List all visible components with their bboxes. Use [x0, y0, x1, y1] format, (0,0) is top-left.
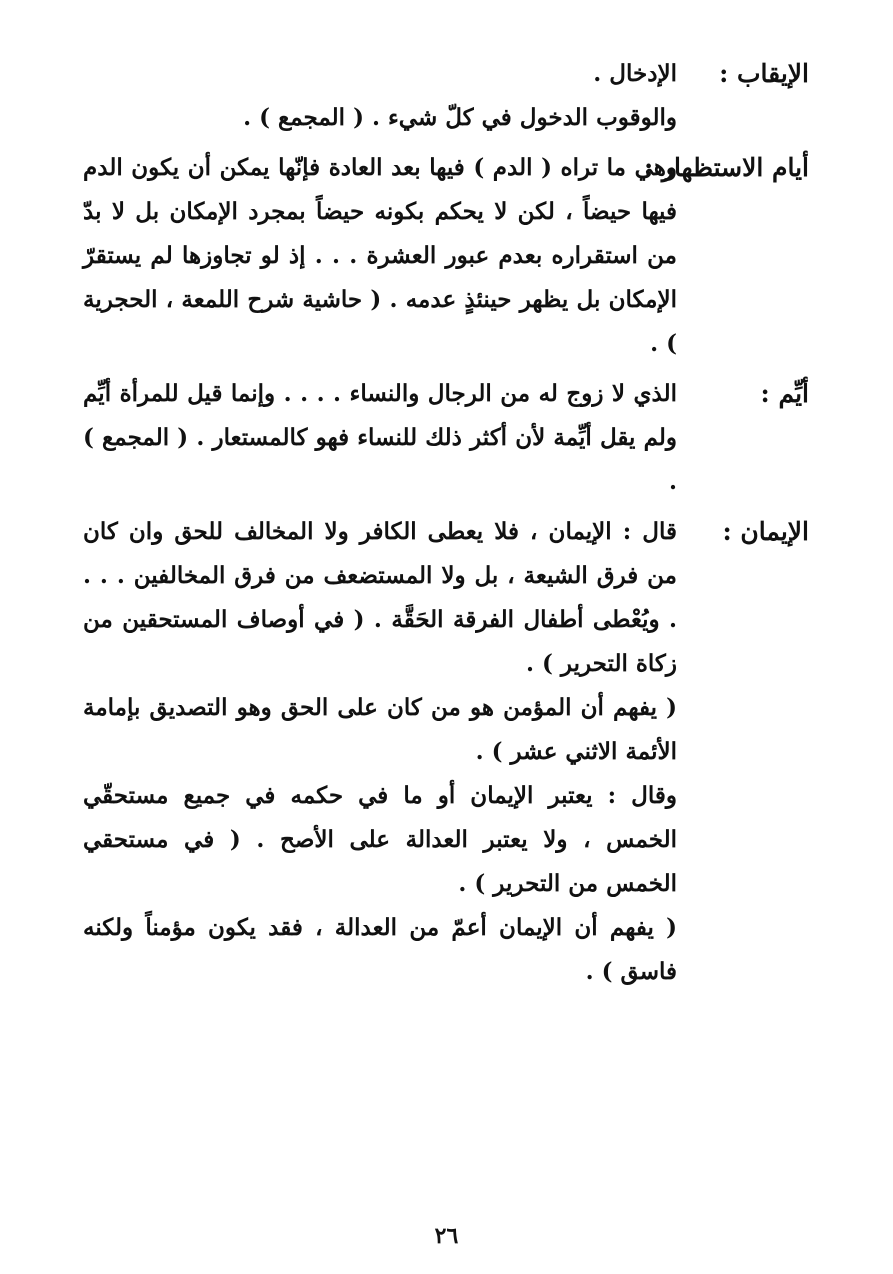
entry-ayyam-istizhar	[83, 146, 809, 366]
definition-paragraph: ( يفهم أن المؤمن هو من كان على الحق وهو التصديق بإمامة الأئمة الاثني عشر ) .	[83, 694, 677, 765]
definition-paragraph: ( يفهم أن الإيمان أعمّ من العدالة ، فقد يكون مؤمناً ولكنه فاسق ) .	[83, 914, 677, 985]
entry-term: أيِّم :	[760, 379, 809, 408]
entry-definition	[83, 146, 677, 366]
entry-term: الإيقاب :	[719, 59, 809, 88]
definition-paragraph: الإدخال .	[593, 60, 677, 87]
definition-paragraph: قال : الإيمان ، فلا يعطى الكافر ولا المخالف للحق وان كان من فرق الشيعة ، بل ولا المستضعف من فرق المخالفين . . . . ويُعْطى أطفال الفرقة الحَقَّة . ( في أوصاف المستحقين من زكاة التحرير ) .	[83, 518, 677, 677]
entry-term: أيام الاستظهار :	[643, 153, 809, 182]
definition-paragraph: وهي ما تراه ( الدم ) فيها بعد العادة فإنّها يمكن أن يكون الدم فيها حيضاً ، لكن لا يحكم بكونه حيضاً بمجرد الإمكان بل لا بدّ من استقراره بعدم عبور العشرة . . . إذ لو تجاوزها لم يستقرّ الإمكان بل يظهر حينئذٍ عدمه . ( حاشية شرح اللمعة ، الحجرية ) .	[83, 154, 677, 357]
entry-iman	[83, 510, 809, 994]
entry-iqab	[83, 52, 809, 140]
page-number: ٢٦	[434, 1223, 459, 1249]
definition-paragraph: وقال : يعتبر الإيمان أو ما في حكمه في جميع مستحقّي الخمس ، ولا يعتبر العدالة على الأصح . ( في مستحقي الخمس من التحرير ) .	[83, 782, 677, 897]
definition-paragraph: الذي لا زوج له من الرجال والنساء . . . . وإنما قيل للمرأة أيِّم ولم يقل أيِّمة لأن أكثر ذلك للنساء فهو كالمستعار . ( المجمع ) .	[83, 380, 677, 495]
document-page	[83, 52, 809, 1000]
entry-definition	[83, 52, 677, 140]
entry-ayyim	[83, 372, 809, 504]
entry-definition	[83, 372, 677, 504]
entry-term: الإيمان :	[722, 517, 809, 546]
definition-paragraph: والوقوب الدخول في كلّ شيء . ( المجمع ) .	[243, 104, 677, 131]
entry-definition	[83, 510, 677, 994]
